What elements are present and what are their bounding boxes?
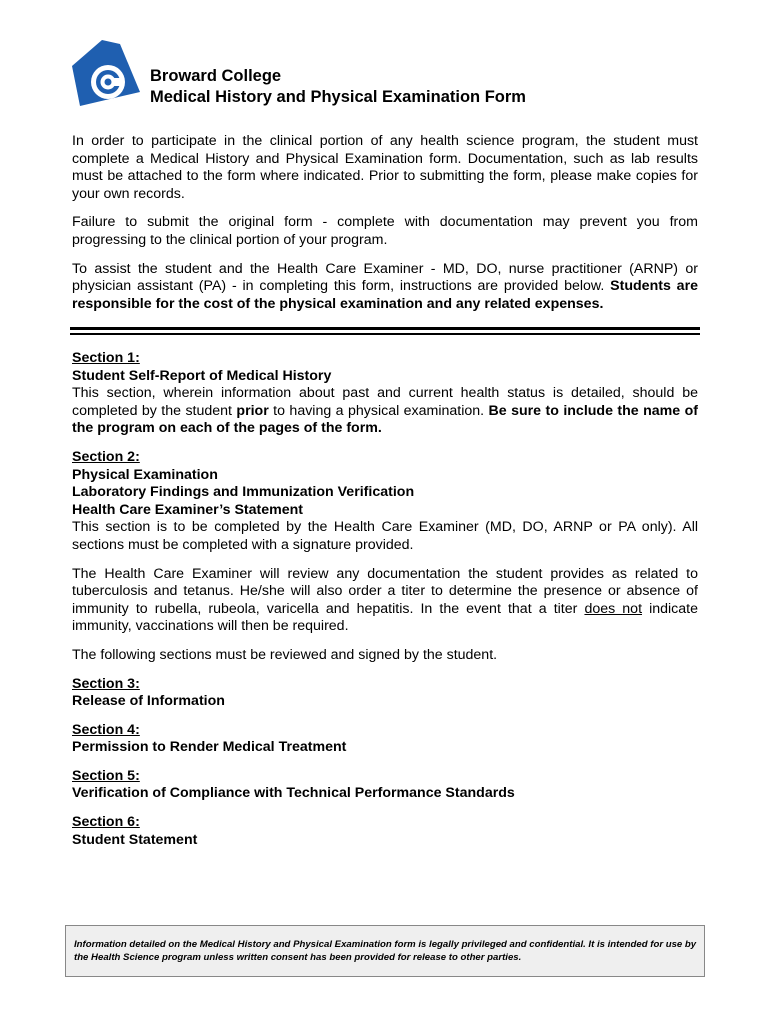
- section-6: [72, 814, 698, 849]
- divider-thick: [70, 327, 700, 330]
- section-3: [72, 676, 698, 711]
- section-6-title: Section 6:: [72, 814, 140, 831]
- does-not-emphasis: does not: [584, 600, 643, 617]
- section-5-title: Section 5:: [72, 767, 140, 784]
- section-2-title: Section 2:: [72, 448, 140, 465]
- divider-thin: [70, 333, 700, 335]
- intro-paragraph-3-text: To assist the student and the Health Care Examiner - MD, DO, nurse practitioner (ARNP) or physician assistant (PA) - in completing this form, instructions are provided below.: [72, 260, 698, 295]
- section-5: [72, 768, 698, 803]
- section-3-title: Section 3:: [72, 675, 140, 692]
- section-2-subtitle-1: Physical Examination: [72, 466, 218, 483]
- broward-college-logo-icon: [72, 40, 140, 106]
- section-4: [72, 722, 698, 757]
- section-1-body: [72, 385, 698, 438]
- section-2-paragraph-2-text: The Health Care Examiner will review any documentation the student provides as related to tuberculosis and tetanus. He/she will also order a titer to determine the presence or absence of immunity to rubella, rubeola, varicella and hepatitis. In the event that a titer: [72, 565, 698, 617]
- intro-paragraph-3: [72, 261, 698, 314]
- section-1-body-text-2: to having a physical examination.: [268, 402, 489, 419]
- title-block: [150, 66, 526, 108]
- section-4-title: Section 4:: [72, 721, 140, 738]
- section-6-subtitle: Student Statement: [72, 831, 198, 848]
- confidentiality-notice-box: [65, 925, 705, 977]
- section-1-program-notice: Be sure to include the name of the program on each of the pages of the form.: [72, 402, 698, 437]
- section-2: [72, 449, 698, 555]
- cost-notice: Students are responsible for the cost of the physical examination and any related expenses.: [72, 278, 698, 312]
- section-1: [72, 350, 698, 438]
- section-2-paragraph-2-text-2: indicate immunity, vaccinations will then be required.: [72, 600, 698, 635]
- section-5-subtitle: Verification of Compliance with Technical Performance Standards: [72, 785, 515, 802]
- intro-paragraph-1: In order to participate in the clinical portion of any health science program, the student must complete a Medical History and Physical Examination form. Documentation, such as lab results must be attached to the form where indicated. Prior to submitting the form, please make copies for your own records.: [72, 133, 698, 202]
- section-1-prior: prior: [236, 402, 269, 419]
- section-1-title: Section 1:: [72, 350, 140, 366]
- section-2-subtitle-2: Laboratory Findings and Immunization Verification: [72, 484, 415, 501]
- section-3-subtitle: Release of Information: [72, 693, 225, 710]
- section-2-body: This section is to be completed by the Health Care Examiner (MD, DO, ARNP or PA only). All sections must be completed with a signature provided.: [72, 519, 698, 553]
- section-2-paragraph-3: The following sections must be reviewed and signed by the student.: [72, 646, 498, 663]
- confidentiality-notice: Information detailed on the Medical History and Physical Examination form is legally privileged and confidential. It is intended for use by the Health Science program unless written consent has been provided for release to other parties.: [74, 939, 697, 963]
- section-2-subtitle-3: Health Care Examiner’s Statement: [72, 501, 304, 518]
- college-name: Broward College: [150, 67, 282, 85]
- intro-paragraph-2: Failure to submit the original form - complete with documentation may prevent you from progressing to the clinical portion of your program.: [72, 214, 698, 248]
- section-2-paragraph-2: [72, 566, 698, 636]
- section-1-body-text: This section, wherein information about past and current health status is detailed, should be completed by the student: [72, 385, 698, 419]
- intro-block: [72, 133, 698, 324]
- sections-block: [72, 350, 698, 860]
- form-title: Medical History and Physical Examination Form: [150, 88, 526, 106]
- section-1-subtitle: Student Self-Report of Medical History: [72, 367, 332, 384]
- section-4-subtitle: Permission to Render Medical Treatment: [72, 739, 347, 756]
